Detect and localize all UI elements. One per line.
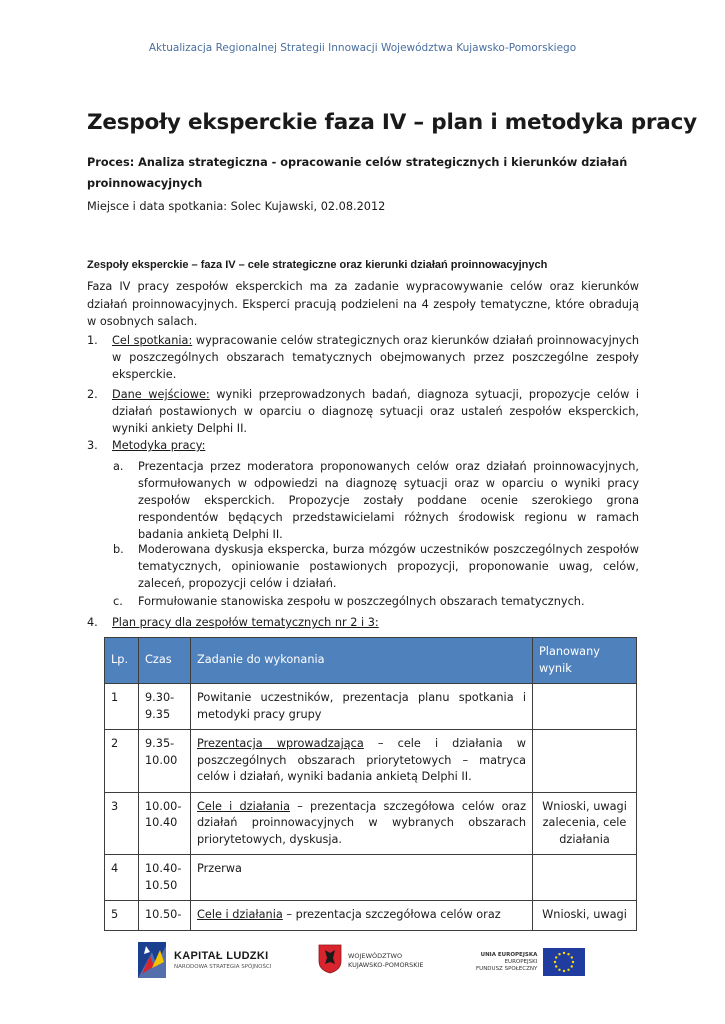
cell-time: 10.00- 10.40 bbox=[139, 792, 191, 855]
list-label: Dane wejściowe: bbox=[112, 388, 210, 401]
wojewodztwo-logo bbox=[318, 944, 424, 978]
cell-task bbox=[191, 730, 533, 793]
task-text: – prezentacja szczegółowa celów oraz działań proinnowacyjnych w wybranych obszarach priorytetowych, dyskusja. bbox=[197, 799, 526, 846]
footer-logos bbox=[0, 938, 725, 988]
table-row bbox=[105, 684, 637, 730]
cell-lp: 1 bbox=[105, 684, 139, 730]
methodology-item-c bbox=[113, 593, 639, 610]
header-lp: Lp. bbox=[105, 638, 139, 684]
list-number: 2. bbox=[87, 388, 98, 401]
cell-lp: 4 bbox=[105, 855, 139, 901]
cell-task bbox=[191, 901, 533, 931]
cell-lp: 3 bbox=[105, 792, 139, 855]
meeting-info: Miejsce i data spotkania: Solec Kujawski, 02.08.2012 bbox=[87, 200, 386, 213]
process-line: Proces: Analiza strategiczna - opracowanie celów strategicznych i kierunków działań proinnowacyjnych bbox=[87, 156, 628, 190]
cell-time: 9.35- 10.00 bbox=[139, 730, 191, 793]
list-text: wypracowanie celów strategicznych oraz kierunków działań proinnowacyjnych w poszczególnych obszarach tematycznych obejmowanych przez poszczególne zespoły eksperckie. bbox=[112, 334, 639, 381]
methodology-item-a bbox=[113, 458, 639, 543]
cell-result bbox=[533, 730, 637, 793]
table-row bbox=[105, 792, 637, 855]
task-text: – cele i działania w poszczególnych obszarach priorytetowych – matryca celów i działań, wyniki badania ankietą Delphi II. bbox=[197, 737, 526, 783]
table-row bbox=[105, 730, 637, 793]
list-item-goal bbox=[87, 332, 639, 383]
eu-flag-icon bbox=[543, 948, 585, 976]
cell-time: 10.50- bbox=[139, 901, 191, 931]
ue-line3: FUNDUSZ SPOŁECZNY bbox=[476, 965, 538, 972]
sub-letter: c. bbox=[113, 595, 123, 608]
work-plan-table bbox=[104, 637, 637, 931]
cell-result bbox=[533, 684, 637, 730]
wojewodztwo-line2: KUJAWSKO-POMORSKIE bbox=[348, 961, 424, 969]
cell-task bbox=[191, 684, 533, 730]
ue-logo bbox=[476, 948, 585, 976]
running-header: Aktualizacja Regionalnej Strategii Innowacji Województwa Kujawsko-Pomorskiego bbox=[148, 42, 577, 54]
task-link: Cele i działania bbox=[197, 799, 290, 813]
sub-text: Formułowanie stanowiska zespołu w poszczególnych obszarach tematycznych. bbox=[138, 595, 585, 608]
kapital-ludzki-logo bbox=[138, 942, 271, 978]
sub-text: Prezentacja przez moderatora proponowanych celów oraz działań proinnowacyjnych, sformułowanych w odpowiedzi na diagnozę sytuacji oraz w oparciu o wyniki pracy zespołów eksperckich. Propozycje zostały poddane ocenie szerokiego grona respondentów będących przedstawicielami różnych środowisk regionu w ramach badania ankietą Delphi II. bbox=[138, 460, 639, 541]
table-row bbox=[105, 901, 637, 931]
ue-line1: UNIA EUROPEJSKA bbox=[480, 951, 538, 958]
wojewodztwo-crest-icon bbox=[318, 944, 342, 978]
document-title: Zespoły eksperckie faza IV – plan i metodyka pracy bbox=[87, 110, 697, 135]
sub-text: Moderowana dyskusja ekspercka, burza mózgów uczestników poszczególnych zespołów tematycznych, opiniowanie postawionych propozycji, proponowanie uwag, celów, zaleceń, propozycji celów i działań. bbox=[138, 543, 639, 590]
cell-result: Wnioski, uwagi zalecenia, cele działania bbox=[533, 792, 637, 855]
header-time: Czas bbox=[139, 638, 191, 684]
cell-time: 10.40- 10.50 bbox=[139, 855, 191, 901]
section-heading: Zespoły eksperckie – faza IV – cele strategiczne oraz kierunki działań proinnowacyjnych bbox=[87, 259, 548, 271]
sub-letter: b. bbox=[113, 543, 124, 556]
intro-paragraph: Faza IV pracy zespołów eksperckich ma za zadanie wypracowywanie celów oraz kierunków działań proinnowacyjnych. Eksperci pracują podzieleni na 4 zespoły tematyczne, które obradują w osobnych salach. bbox=[87, 280, 639, 328]
kapital-ludzki-icon bbox=[138, 942, 168, 978]
wojewodztwo-line1: WOJEWÓDZTWO bbox=[348, 952, 403, 960]
kapital-ludzki-name: KAPITAŁ LUDZKI bbox=[174, 950, 269, 962]
list-label: Plan pracy dla zespołów tematycznych nr 2 i 3: bbox=[112, 616, 379, 629]
list-number: 4. bbox=[87, 616, 98, 629]
task-link: Prezentacja wprowadzająca bbox=[197, 737, 364, 750]
cell-lp: 5 bbox=[105, 901, 139, 931]
ue-line2: EUROPEJSKI bbox=[504, 958, 538, 965]
task-text: Przerwa bbox=[197, 862, 242, 875]
header-task: Zadanie do wykonania bbox=[191, 638, 533, 684]
cell-lp: 2 bbox=[105, 730, 139, 793]
task-link: Cele i działania bbox=[197, 908, 283, 921]
list-number: 1. bbox=[87, 334, 98, 347]
list-item-methodology bbox=[87, 437, 639, 454]
cell-task bbox=[191, 855, 533, 901]
header-result: Planowany wynik bbox=[533, 638, 637, 684]
list-label: Metodyka pracy: bbox=[112, 439, 206, 452]
kapital-ludzki-tagline: NARODOWA STRATEGIA SPÓJNOŚCI bbox=[174, 964, 272, 970]
table-row bbox=[105, 855, 637, 901]
list-number: 3. bbox=[87, 439, 98, 452]
cell-time: 9.30- 9.35 bbox=[139, 684, 191, 730]
list-label: Cel spotkania: bbox=[112, 334, 193, 347]
list-text: wyniki przeprowadzonych badań, diagnoza sytuacji, propozycje celów i działań postawionych w oparciu o diagnozę sytuacji oraz ustaleń zespołów eksperckich, wyniki ankiety Delphi II. bbox=[112, 388, 639, 435]
sub-letter: a. bbox=[113, 460, 124, 473]
table-header-row bbox=[105, 638, 637, 684]
cell-result bbox=[533, 855, 637, 901]
task-text: – prezentacja szczegółowa celów oraz bbox=[282, 908, 501, 921]
cell-task bbox=[191, 792, 533, 855]
cell-result: Wnioski, uwagi bbox=[533, 901, 637, 931]
methodology-item-b bbox=[113, 541, 639, 592]
list-item-input-data bbox=[87, 386, 639, 437]
list-item-work-plan bbox=[87, 614, 639, 631]
task-text: Powitanie uczestników, prezentacja planu spotkania i metodyki pracy grupy bbox=[197, 691, 526, 721]
